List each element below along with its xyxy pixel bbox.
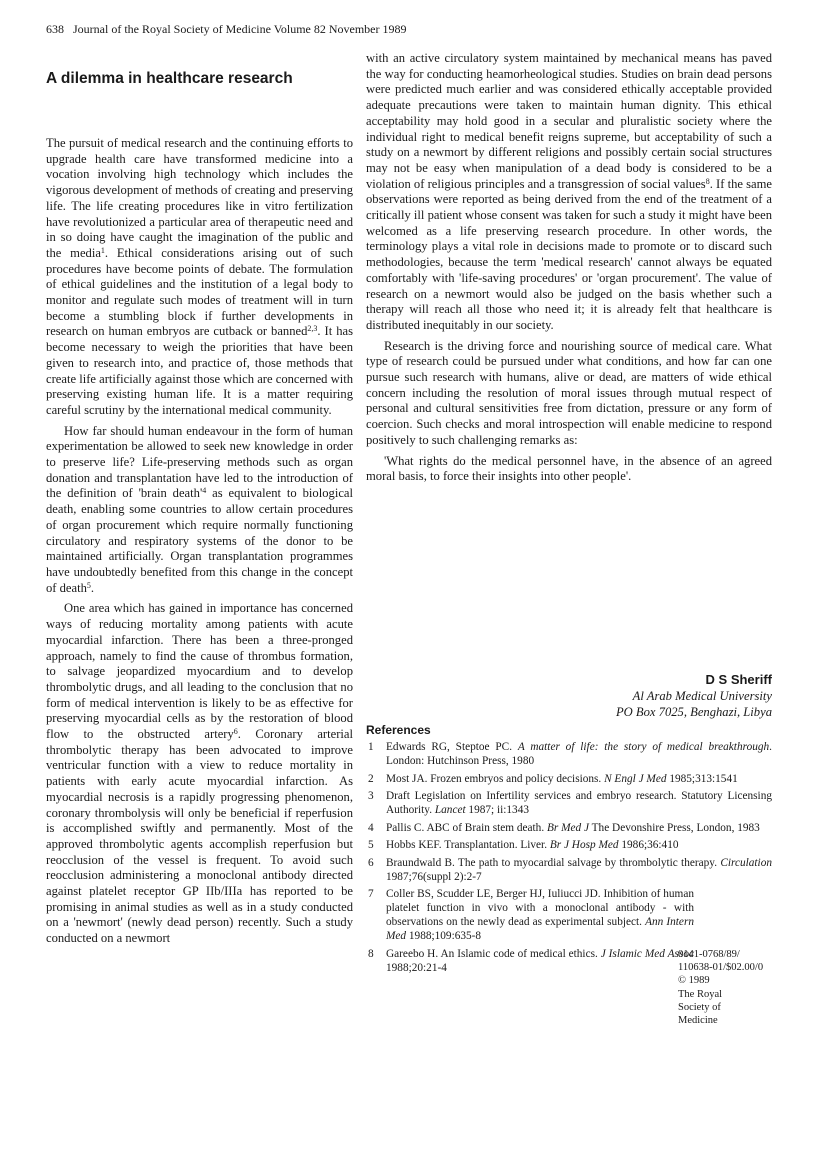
citation-ref: 6 <box>233 727 238 737</box>
citation-ref: 1 <box>100 245 105 255</box>
author-signature <box>366 672 772 720</box>
citation-ref: 8 <box>705 176 710 186</box>
left-column <box>46 136 353 947</box>
paragraph-5: Research is the driving force and nourishing source of medical care. What type of research could be pursued under what conditions, and how far can one pursue such research with humans, alive or dead, are matters of wide ethical concern including the resolution of moral issues through mutual respect of personal and cultural sensitivities free from dictation, pressure or any form of coercion. Such checks and moral introspection will enable medicine to respond positively to such challenging remarks as: <box>366 338 772 447</box>
references-heading: References <box>366 723 431 737</box>
right-column <box>366 51 772 485</box>
copyright-notice: 0141-0768/89/ 110638-01/$02.00/0 © 1989 The Royal Society of Medicine <box>678 949 764 1027</box>
reference-item: 1 Edwards RG, Steptoe PC. A matter of life: the story of medical breakthrough. London: Hutchinson Press, 1980 <box>368 741 772 767</box>
reference-item: 6 Braundwald B. The path to myocardial salvage by thrombolytic therapy. Circulation 1987;76(suppl 2):2-7 <box>368 856 772 883</box>
reference-item: 2 Most JA. Frozen embryos and policy decisions. N Engl J Med 1985;313:1541 <box>368 772 738 785</box>
reference-item: 7 Coller BS, Scudder LE, Berger HJ, Iuliucci JD. Inhibition of human platelet function in vivo with a monoclonal antibody - with observations on the newly dead as experimental subject. Ann Intern Med 1988;109:635-8 <box>368 888 694 942</box>
page-number: 638 <box>46 22 64 36</box>
author-affiliation: Al Arab Medical University <box>632 689 772 703</box>
paragraph-3: One area which has gained in importance has concerned ways of reducing mortality among patients with acute myocardial infarction. There has been a three-pronged approach, namely to find the cause of thrombus formation, to salvage jeopardized myocardium and to develop thrombolytic drugs, and all leading to the conclusion that no form of medical intervention is likely to be as effective for preserving myocardial cells as by the restoration of blood flow to the obstructed artery$^6$. Coronary arterial thrombolytic therapy has been advocated to improve ventricular function with a view to reduce mortality in patients with early acute myocardial infarction. As myocardial necrosis is a rapidly progressing phenomenon, coronary thrombolysis will only be beneficial if reperfusion is accomplished swiftly and permanently. Most of the approved thrombolytic agents accomplish reperfusion but reocclusion of the vessel is frequent. To avoid such reocclusion administering a monoclonal antibody directed against platelet receptor GP IIb/IIIa has reported to be promising in animal studies as well as in a study conducted on a 'newmort' (newly dead person) recently. Such a study conducted on a newmort <box>46 601 353 946</box>
journal-citation: Journal of the Royal Society of Medicine Volume 82 November 1989 <box>73 22 407 36</box>
author-address: PO Box 7025, Benghazi, Libya <box>615 705 772 719</box>
paragraph-4: with an active circulatory system maintained by mechanical means has paved the way for conducting heamorheological studies. Studies on brain dead persons were predicted much earlier and was considered ethically acceptable provided adequate precautions were taken to maintain human dignity. This ethical acceptability may hold good in a secular and pluralistic society where the individual right to medical benefit reigns supreme, but acceptability of such a study on a newmort by different religions and possibly certain social structures may not be easy when manipulation of a dead body is considered to be a violation of religious principles and a transgression of social values$^8$. If the same observations were reported as being derived from the end of the treatment of a critically ill patient whose consent was taken for such a study it might have been welcomed as a life preserving research procedure. In other words, the terminology plays a vital role in decisions made to promote or to discard such methodologies, because the term 'medical research' cannot always be equated comfortably with 'life-saving procedures' or 'organ procurement'. The value of research on a newmort would also be judged on the basis whether such a therapy will reach all those who need it; it is already felt that healthcare is distributed inequitably in our society. <box>366 51 772 332</box>
running-head <box>46 22 776 36</box>
citation-ref: 2,3 <box>307 324 318 334</box>
paragraph-1: The pursuit of medical research and the continuing efforts to upgrade health care have transformed medicine into a vocation involving high technology which includes the vigorous development of methods of creating and preserving life. The life creating procedures like in vitro fertilization have revolutionized a particular area of therapeutic need and in so doing have caught the imagination of the public and the media$^1$. Ethical considerations arising out of such procedures have become points of debate. The formulation of ethical guidelines and the institution of a legal body to monitor and regulate such modes of treatment will in turn become a stumbling block if further developments in research on human embryos are cutback or banned$^{2,3}$. It has become necessary to weigh the priorities that have been given to research into, and practice of, those methods that create life artificially against those which are concerned with preserving existing human life. It is a matter requiring careful scrutiny by the international medical community. <box>46 136 354 417</box>
article-title: A dilemma in healthcare research <box>46 70 293 87</box>
references-list <box>366 740 772 978</box>
citation-ref: 4 <box>202 486 207 496</box>
closing-quote: 'What rights do the medical personnel have, in the absence of an agreed moral basis, to force their insights into other people'. <box>366 453 772 484</box>
reference-item: 4 Pallis C. ABC of Brain stem death. Br Med J The Devonshire Press, London, 1983 <box>368 821 760 834</box>
reference-item: 3 Draft Legislation on Infertility services and embryo research. Statutory Licensing Authority. Lancet 1987; ii:1343 <box>368 790 772 816</box>
citation-ref: 5 <box>86 580 91 590</box>
author-name: D S Sheriff <box>705 672 772 687</box>
reference-item: 8 Gareebo H. An Islamic code of medical ethics. J Islamic Med Assoc 1988;20:21-4 <box>368 947 695 974</box>
reference-item: 5 Hobbs KEF. Transplantation. Liver. Br J Hosp Med 1986;36:410 <box>368 839 679 851</box>
paragraph-2: How far should human endeavour in the form of human experimentation be allowed to seek new knowledge in order to preserve life? Life-preserving methods such as organ donation and transplantation have led to the introduction of the definition of 'brain $death'^4$ as equivalent to biological death, enabling some countries to allow certain procedures of organ procurement which require normally functioning circulatory and respiratory systems of the donor to be maintained artificially. Organ transplantation programmes have undoubtedly benefited from this change in the concept of death$^5$. <box>46 423 354 595</box>
